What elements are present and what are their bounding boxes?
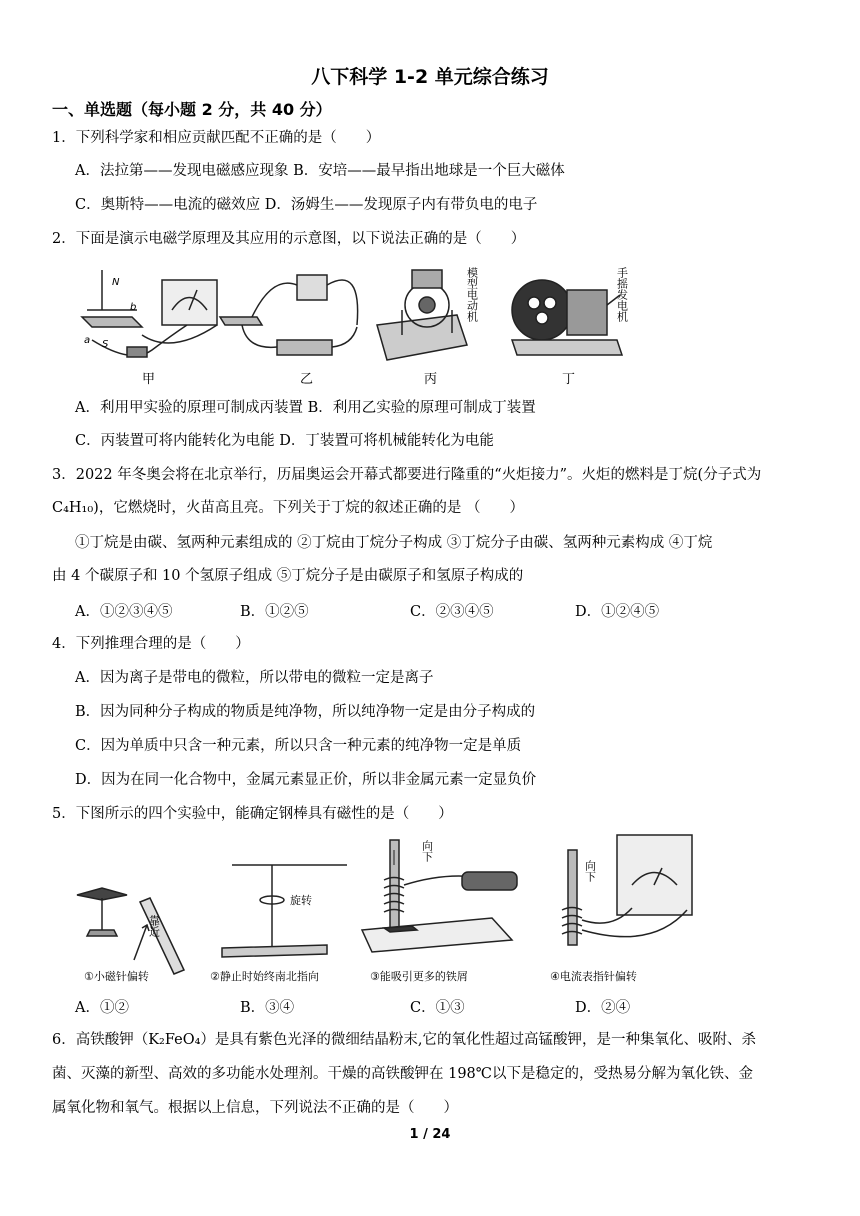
butane-formula: C₄H₁₀) (52, 500, 99, 516)
q5-option-d: D．②④ (575, 1000, 631, 1016)
q1-options-ab: A．法拉第——发现电磁感应现象 B．安培——最早指出地球是一个巨大磁体 (75, 163, 565, 179)
fig5-word-down-4: 向下 (583, 860, 597, 882)
fig-label-bing: 丙 (424, 372, 438, 387)
q2-stem: 2．下面是演示电磁学原理及其应用的示意图，以下说法正确的是（ ） (52, 231, 526, 247)
q3-option-c: C．②③④⑤ (410, 604, 494, 620)
q4-option-a: A．因为离子是带电的微粒，所以带电的微粒一定是离子 (75, 670, 434, 686)
q4-option-c: C．因为单质中只含一种元素，所以只含一种元素的纯净物一定是单质 (75, 738, 522, 754)
letter-a: a (84, 335, 91, 346)
q2-options-ab: A．利用甲实验的原理可制成丙装置 B．利用乙实验的原理可制成丁装置 (75, 400, 536, 416)
q1-options-cd: C．奥斯特——电流的磁效应 D．汤姆生——发现原子内有带负电的电子 (75, 197, 538, 213)
fig5-ammeter (562, 835, 692, 945)
q4-option-b: B．因为同种分子构成的物质是纯净物，所以纯净物一定是由分子构成的 (75, 704, 536, 720)
q5-magnetism-figure (72, 830, 860, 990)
fig5-caption-1: ①小磁针偏转 (84, 970, 149, 983)
fig5-caption-3: ③能吸引更多的铁屑 (370, 970, 468, 983)
fig5-word-approach: 靠近 (147, 915, 161, 937)
q4-stem: 4．下列推理合理的是（ ） (52, 636, 250, 652)
q3-option-a: A．①②③④⑤ (75, 604, 173, 620)
q2-options-cd: C．丙装置可将内能转化为电能 D．丁装置可将机械能转化为电能 (75, 433, 494, 449)
q2-electromagnetism-figure (72, 255, 640, 390)
q3-option-b: B．①②⑤ (240, 604, 309, 620)
q3-statements-line1: ①丁烷是由碳、氢两种元素组成的 ②丁烷由丁烷分子构成 ③丁烷分子由碳、氢两种元素构成 ④丁烷 (75, 535, 713, 551)
letter-s: S (102, 339, 109, 350)
letter-n: N (112, 277, 120, 288)
fig5-iron-filings (362, 840, 517, 952)
section-heading: 一、单选题（每小题 2 分，共 40 分） (52, 100, 332, 119)
fig5-word-rotate: 旋转 (290, 894, 312, 907)
page-number: 1 / 24 (409, 1127, 451, 1142)
generator-side-label: 手摇发电机 (615, 267, 629, 322)
q5-option-a: A．①② (75, 1000, 129, 1016)
fig5-caption-4: ④电流表指针偏转 (550, 970, 637, 983)
page-title: 八下科学 1-2 单元综合练习 (311, 66, 549, 88)
fig-ding-generator (512, 280, 622, 355)
q3-statements-line2: 由 4 个碳原子和 10 个氢原子组成 ⑤丁烷分子是由碳原子和氢原子构成的 (52, 568, 524, 584)
q3-line2: C₄H₁₀)，它燃烧时，火苗高且亮。下列关于丁烷的叙述正确的是 （ ） (52, 500, 524, 516)
q6-line1: 6．高铁酸钾（K₂FeO₄）是具有紫色光泽的微细结晶粉末,它的氧化性超过高锰酸钾，是一种集氧化、吸附、杀 (52, 1032, 757, 1048)
fig-yi-experiment (220, 275, 358, 355)
fig-label-yi: 乙 (300, 372, 314, 387)
q1-stem: 1．下列科学家和相应贡献匹配不正确的是（ ） (52, 130, 381, 146)
q5-stem: 5．下图所示的四个实验中，能确定钢棒具有磁性的是（ ） (52, 806, 453, 822)
motor-side-label: 模型电动机 (465, 267, 479, 322)
fig5-suspended-rod (222, 865, 347, 957)
q3-line1: 3．2022 年冬奥会将在北京举行，历届奥运会开幕式都要进行隆重的“火炬接力”。火炬的燃料是丁烷(分子式为 (52, 467, 762, 483)
q6-line3: 属氧化物和氧气。根据以上信息，下列说法不正确的是（ ） (52, 1100, 458, 1116)
fig5-word-down-3: 向下 (420, 840, 434, 862)
fig5-compass-needle (77, 888, 184, 974)
q6-line2: 菌、灭藻的新型、高效的多功能水处理剂。干燥的高铁酸钾在 198℃以下是稳定的，受热易分解为氧化铁、金 (52, 1066, 754, 1082)
fig5-caption-2: ②静止时始终南北指向 (210, 970, 319, 983)
q5-option-c: C．①③ (410, 1000, 465, 1016)
fig-label-ding: 丁 (562, 372, 576, 387)
fig-bing-motor (377, 270, 467, 360)
q4-option-d: D．因为在同一化合物中，金属元素显正价，所以非金属元素一定显负价 (75, 772, 537, 788)
fig-label-jia: 甲 (142, 372, 156, 387)
q5-option-b: B．③④ (240, 1000, 295, 1016)
q3-option-d: D．①②④⑤ (575, 604, 660, 620)
letter-b: b (130, 302, 137, 313)
